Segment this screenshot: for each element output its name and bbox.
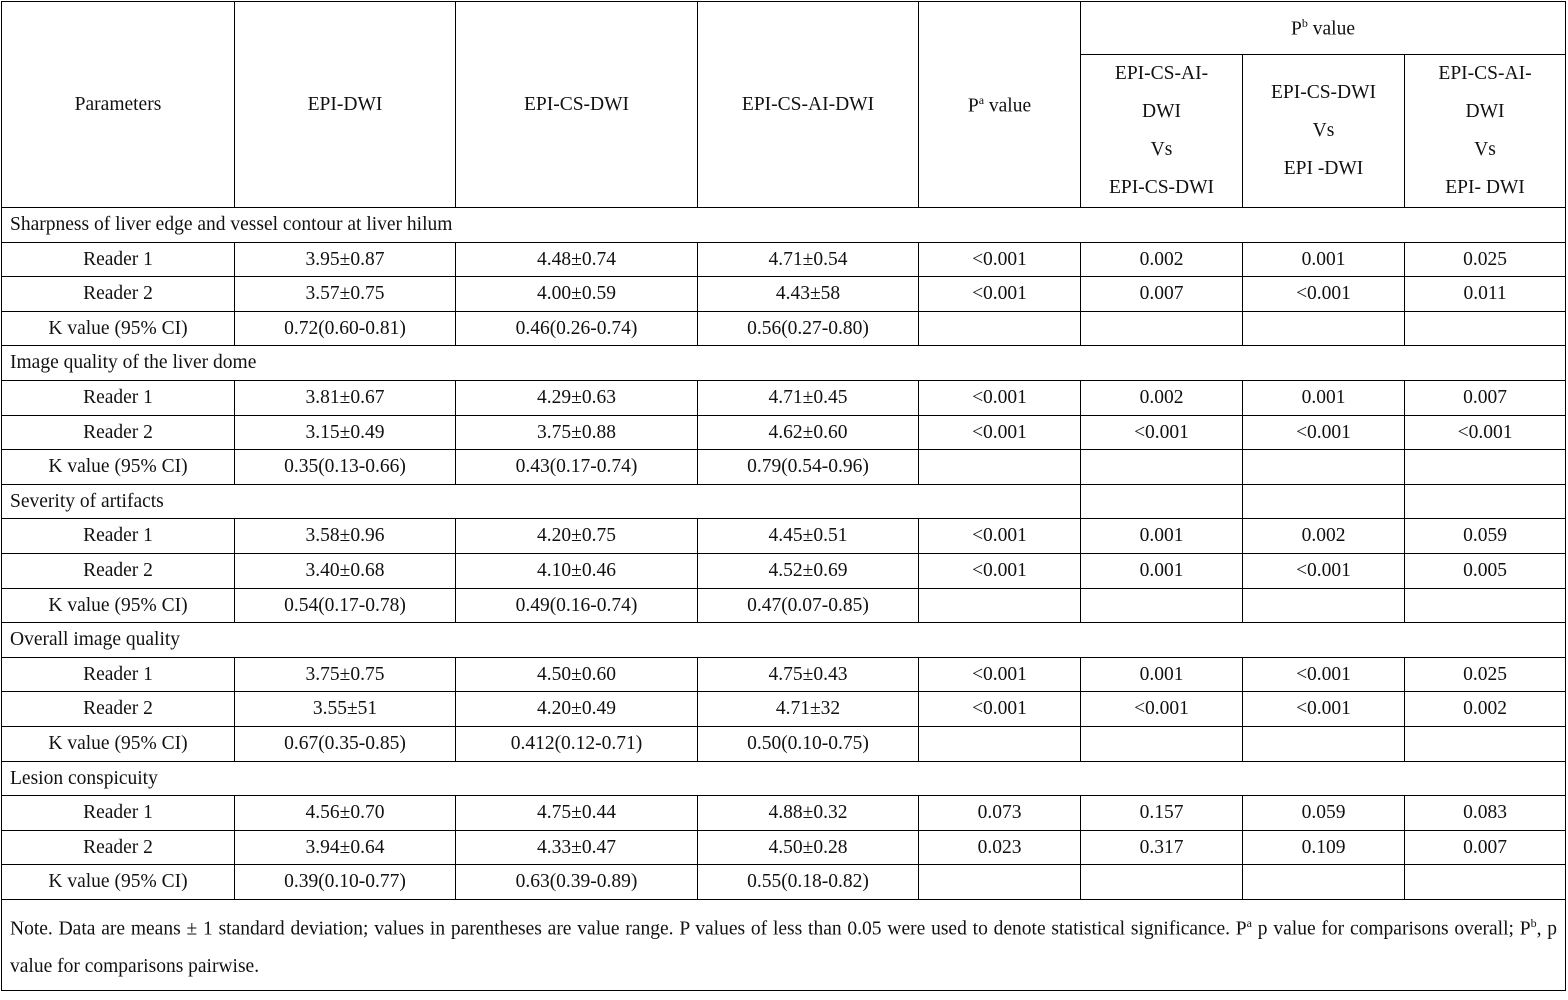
epi-dwi-cell: 3.95±0.87 <box>235 242 456 277</box>
epi-cs-dwi-cell: 4.00±0.59 <box>456 277 698 312</box>
epi-cs-dwi-cell: 4.75±0.44 <box>456 796 698 831</box>
table-row <box>2 311 1566 346</box>
cmp1-line: EPI-CS-DWI <box>1108 177 1215 198</box>
pa-value-cell <box>919 865 1081 900</box>
epi-cs-ai-dwi-cell: 4.62±0.60 <box>698 415 919 450</box>
cmp2-line: EPI -DWI <box>1283 158 1364 179</box>
epi-cs-ai-dwi-cell: 4.52±0.69 <box>698 553 919 588</box>
table-row <box>2 415 1566 450</box>
pa-value-cell: <0.001 <box>919 519 1081 554</box>
pa-value-cell <box>919 588 1081 623</box>
pb-cs-vs-epi-cell: <0.001 <box>1243 553 1405 588</box>
table-row <box>2 242 1566 277</box>
pb-ai-vs-epi-cell <box>1405 588 1566 623</box>
table-row <box>2 796 1566 831</box>
pb-ai-vs-cs-cell: <0.001 <box>1081 415 1243 450</box>
epi-cs-ai-dwi-cell: 0.56(0.27-0.80) <box>698 311 919 346</box>
cmp1-line: EPI-CS-AI- <box>1114 63 1209 84</box>
group-title: Image quality of the liver dome <box>2 346 1566 381</box>
pb-ai-vs-epi-cell: 0.059 <box>1405 519 1566 554</box>
pa-prefix: P <box>967 95 979 116</box>
pb-ai-vs-epi-cell: 0.005 <box>1405 553 1566 588</box>
table-row <box>2 726 1566 761</box>
epi-cs-ai-dwi-cell: 4.71±0.54 <box>698 242 919 277</box>
pb-ai-vs-epi-cell <box>1405 865 1566 900</box>
table-row <box>2 380 1566 415</box>
epi-cs-ai-dwi-cell: 0.50(0.10-0.75) <box>698 726 919 761</box>
cmp2-line: EPI-CS-DWI <box>1270 82 1377 103</box>
pa-value-cell: 0.073 <box>919 796 1081 831</box>
pb-cs-vs-epi-cell: 0.059 <box>1243 796 1405 831</box>
epi-cs-ai-dwi-cell: 4.88±0.32 <box>698 796 919 831</box>
group-title: Overall image quality <box>2 623 1566 658</box>
group-header-row <box>2 346 1566 381</box>
pb-suffix: value <box>1307 18 1355 40</box>
pb-ai-vs-epi-cell: 0.007 <box>1405 380 1566 415</box>
cmp1-line: Vs <box>1150 139 1173 160</box>
pb-cs-vs-epi-cell: 0.001 <box>1243 380 1405 415</box>
pb-ai-vs-epi-cell: 0.025 <box>1405 242 1566 277</box>
pb-ai-vs-cs-cell <box>1081 865 1243 900</box>
pa-value-cell: <0.001 <box>919 553 1081 588</box>
row-label: Reader 2 <box>2 277 235 312</box>
group-header-row <box>2 208 1566 243</box>
row-label: K value (95% CI) <box>2 865 235 900</box>
header-epi-dwi: EPI-DWI <box>235 2 456 208</box>
pb-ai-vs-cs-cell: <0.001 <box>1081 692 1243 727</box>
epi-dwi-cell: 4.56±0.70 <box>235 796 456 831</box>
table-row <box>2 692 1566 727</box>
pb-ai-vs-cs-cell: 0.001 <box>1081 657 1243 692</box>
pb-ai-vs-cs-cell <box>1081 726 1243 761</box>
row-label: Reader 2 <box>2 830 235 865</box>
note-text: , p value for comparisons pairwise. <box>10 918 1558 978</box>
row-label: K value (95% CI) <box>2 450 235 485</box>
group-empty-cell <box>1243 484 1405 519</box>
epi-dwi-cell: 3.58±0.96 <box>235 519 456 554</box>
epi-cs-ai-dwi-cell: 4.45±0.51 <box>698 519 919 554</box>
pa-value-cell: 0.023 <box>919 830 1081 865</box>
pa-value-cell: <0.001 <box>919 657 1081 692</box>
epi-cs-dwi-cell: 0.63(0.39-0.89) <box>456 865 698 900</box>
epi-cs-ai-dwi-cell: 0.55(0.18-0.82) <box>698 865 919 900</box>
pa-value-cell: <0.001 <box>919 277 1081 312</box>
epi-dwi-cell: 3.81±0.67 <box>235 380 456 415</box>
group-header-row <box>2 623 1566 658</box>
note-row <box>2 899 1566 991</box>
group-header-row <box>2 484 1566 519</box>
epi-dwi-cell: 3.94±0.64 <box>235 830 456 865</box>
pa-value-cell: <0.001 <box>919 415 1081 450</box>
results-table <box>1 1 1566 991</box>
row-label: Reader 2 <box>2 553 235 588</box>
pb-ai-vs-epi-cell: 0.083 <box>1405 796 1566 831</box>
row-label: Reader 1 <box>2 519 235 554</box>
epi-dwi-cell: 0.39(0.10-0.77) <box>235 865 456 900</box>
epi-dwi-cell: 3.75±0.75 <box>235 657 456 692</box>
epi-cs-dwi-cell: 0.412(0.12-0.71) <box>456 726 698 761</box>
epi-cs-ai-dwi-cell: 0.47(0.07-0.85) <box>698 588 919 623</box>
epi-cs-ai-dwi-cell: 4.43±58 <box>698 277 919 312</box>
group-empty-cell <box>1405 484 1566 519</box>
row-label: Reader 1 <box>2 657 235 692</box>
epi-cs-ai-dwi-cell: 4.71±32 <box>698 692 919 727</box>
cmp3-line: EPI-CS-AI- <box>1438 63 1532 84</box>
epi-dwi-cell: 3.55±51 <box>235 692 456 727</box>
pb-cs-vs-epi-cell: <0.001 <box>1243 415 1405 450</box>
epi-cs-dwi-cell: 4.33±0.47 <box>456 830 698 865</box>
pb-ai-vs-epi-cell <box>1405 726 1566 761</box>
row-label: Reader 1 <box>2 380 235 415</box>
row-label: Reader 1 <box>2 796 235 831</box>
note-superscript: a <box>1246 915 1252 930</box>
pb-ai-vs-cs-cell: 0.007 <box>1081 277 1243 312</box>
pb-ai-vs-cs-cell: 0.317 <box>1081 830 1243 865</box>
epi-dwi-cell: 3.40±0.68 <box>235 553 456 588</box>
pb-ai-vs-cs-cell <box>1081 588 1243 623</box>
header-parameters: Parameters <box>2 2 235 208</box>
pb-ai-vs-epi-cell: 0.025 <box>1405 657 1566 692</box>
header-epi-cs-ai-dwi: EPI-CS-AI-DWI <box>698 2 919 208</box>
epi-cs-dwi-cell: 4.48±0.74 <box>456 242 698 277</box>
note-superscript: b <box>1530 915 1537 930</box>
pa-value-cell <box>919 450 1081 485</box>
row-label: Reader 2 <box>2 692 235 727</box>
row-label: K value (95% CI) <box>2 726 235 761</box>
table-row <box>2 657 1566 692</box>
epi-cs-dwi-cell: 4.20±0.75 <box>456 519 698 554</box>
pb-cs-vs-epi-cell: <0.001 <box>1243 277 1405 312</box>
pa-sup: a <box>978 92 985 107</box>
table-row <box>2 519 1566 554</box>
epi-dwi-cell: 0.54(0.17-0.78) <box>235 588 456 623</box>
pb-sup: b <box>1301 16 1308 30</box>
pb-cs-vs-epi-cell: 0.109 <box>1243 830 1405 865</box>
header-pa-value <box>919 2 1081 208</box>
pb-ai-vs-epi-cell: 0.011 <box>1405 277 1566 312</box>
pa-value-cell: <0.001 <box>919 242 1081 277</box>
epi-dwi-cell: 0.35(0.13-0.66) <box>235 450 456 485</box>
pa-value-cell <box>919 311 1081 346</box>
epi-cs-dwi-cell: 0.46(0.26-0.74) <box>456 311 698 346</box>
pb-cs-vs-epi-cell: 0.002 <box>1243 519 1405 554</box>
pb-cs-vs-epi-cell <box>1243 311 1405 346</box>
table-row <box>2 865 1566 900</box>
note-text: Note. Data are means ± 1 standard deviation; values in parentheses are value range. P values of less than 0.05 were used to denote statistical significance. P <box>10 918 1247 940</box>
pa-value-cell <box>919 726 1081 761</box>
table-row <box>2 553 1566 588</box>
pa-suffix: value <box>984 95 1032 116</box>
header-pb-value <box>1081 2 1566 55</box>
pb-cs-vs-epi-cell <box>1243 726 1405 761</box>
epi-cs-ai-dwi-cell: 0.79(0.54-0.96) <box>698 450 919 485</box>
table-row <box>2 277 1566 312</box>
pb-cs-vs-epi-cell: <0.001 <box>1243 657 1405 692</box>
epi-dwi-cell: 3.15±0.49 <box>235 415 456 450</box>
cmp3-line: DWI <box>1465 101 1505 122</box>
table-row <box>2 830 1566 865</box>
pb-ai-vs-epi-cell: 0.007 <box>1405 830 1566 865</box>
epi-cs-ai-dwi-cell: 4.50±0.28 <box>698 830 919 865</box>
row-label: Reader 1 <box>2 242 235 277</box>
epi-cs-dwi-cell: 4.50±0.60 <box>456 657 698 692</box>
pa-value-cell: <0.001 <box>919 692 1081 727</box>
epi-cs-dwi-cell: 0.49(0.16-0.74) <box>456 588 698 623</box>
pb-ai-vs-cs-cell: 0.002 <box>1081 380 1243 415</box>
group-empty-cell <box>1081 484 1243 519</box>
pb-ai-vs-epi-cell <box>1405 311 1566 346</box>
group-title: Sharpness of liver edge and vessel contour at liver hilum <box>2 208 1566 243</box>
group-title: Lesion conspicuity <box>2 761 1566 796</box>
pb-ai-vs-cs-cell: 0.002 <box>1081 242 1243 277</box>
pb-prefix: P <box>1291 18 1302 40</box>
pb-cs-vs-epi-cell: <0.001 <box>1243 692 1405 727</box>
header-cmp-cs-vs-epi <box>1243 55 1405 208</box>
epi-dwi-cell: 0.72(0.60-0.81) <box>235 311 456 346</box>
epi-cs-dwi-cell: 4.29±0.63 <box>456 380 698 415</box>
pb-ai-vs-cs-cell <box>1081 450 1243 485</box>
cmp1-line: DWI <box>1142 101 1181 122</box>
header-cmp-ai-vs-cs <box>1081 55 1243 208</box>
epi-cs-dwi-cell: 4.20±0.49 <box>456 692 698 727</box>
epi-cs-dwi-cell: 4.10±0.46 <box>456 553 698 588</box>
cmp3-line: Vs <box>1474 139 1496 160</box>
pb-cs-vs-epi-cell <box>1243 450 1405 485</box>
pb-ai-vs-epi-cell: <0.001 <box>1405 415 1566 450</box>
table-row <box>2 450 1566 485</box>
table-row <box>2 588 1566 623</box>
epi-cs-dwi-cell: 3.75±0.88 <box>456 415 698 450</box>
row-label: K value (95% CI) <box>2 588 235 623</box>
pb-ai-vs-cs-cell: 0.001 <box>1081 553 1243 588</box>
group-header-row <box>2 761 1566 796</box>
pb-cs-vs-epi-cell <box>1243 588 1405 623</box>
pb-ai-vs-epi-cell: 0.002 <box>1405 692 1566 727</box>
pb-cs-vs-epi-cell <box>1243 865 1405 900</box>
table-note <box>2 899 1566 991</box>
header-cmp-ai-vs-epi <box>1405 55 1566 208</box>
cmp3-line: EPI- DWI <box>1445 177 1525 198</box>
pb-ai-vs-epi-cell <box>1405 450 1566 485</box>
pa-value-cell: <0.001 <box>919 380 1081 415</box>
pb-ai-vs-cs-cell <box>1081 311 1243 346</box>
pb-cs-vs-epi-cell: 0.001 <box>1243 242 1405 277</box>
epi-cs-ai-dwi-cell: 4.71±0.45 <box>698 380 919 415</box>
epi-dwi-cell: 3.57±0.75 <box>235 277 456 312</box>
cmp2-line: Vs <box>1312 120 1335 141</box>
pb-ai-vs-cs-cell: 0.157 <box>1081 796 1243 831</box>
row-label: K value (95% CI) <box>2 311 235 346</box>
group-title: Severity of artifacts <box>2 484 1081 519</box>
row-label: Reader 2 <box>2 415 235 450</box>
pb-ai-vs-cs-cell: 0.001 <box>1081 519 1243 554</box>
epi-dwi-cell: 0.67(0.35-0.85) <box>235 726 456 761</box>
epi-cs-dwi-cell: 0.43(0.17-0.74) <box>456 450 698 485</box>
epi-cs-ai-dwi-cell: 4.75±0.43 <box>698 657 919 692</box>
note-text: p value for comparisons overall; P <box>1251 918 1531 940</box>
header-epi-cs-dwi: EPI-CS-DWI <box>456 2 698 208</box>
